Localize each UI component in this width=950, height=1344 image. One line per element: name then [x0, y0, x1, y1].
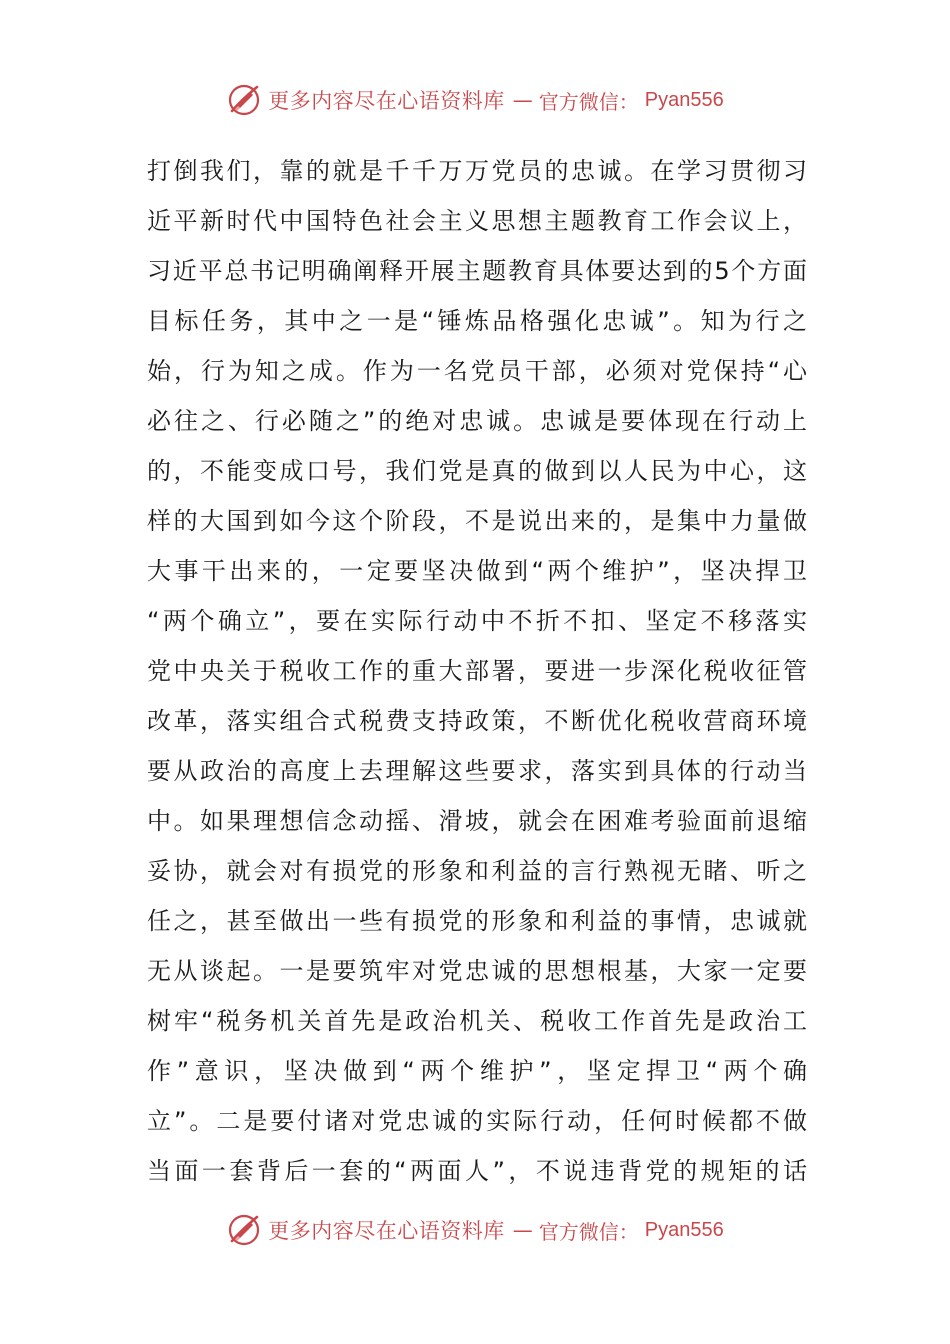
pen-circle-logo-icon	[226, 82, 262, 118]
text-line: “两个确立”，要在实际行动中不折不扣、坚定不移落实	[147, 607, 807, 635]
banner-wechat-id: Pyan556	[644, 88, 724, 111]
banner-separator: —	[512, 1218, 533, 1242]
text-line: 大事干出来的，一定要坚决做到“两个维护”，坚决捍卫	[147, 557, 807, 585]
header-banner	[0, 80, 950, 120]
pen-circle-logo-icon	[226, 1212, 262, 1248]
text-line: 无从谈起。一是要筑牢对党忠诚的思想根基，大家一定要	[147, 957, 807, 985]
text-line: 的，不能变成口号，我们党是真的做到以人民为中心，这	[147, 457, 807, 485]
text-line: 立”。二是要付诸对党忠诚的实际行动，任何时候都不做	[147, 1107, 807, 1135]
text-line: 打倒我们，靠的就是千千万万党员的忠诚。在学习贯彻习	[147, 157, 807, 185]
text-line: 习近平总书记明确阐释开展主题教育具体要达到的5个方面	[147, 257, 807, 285]
banner-slogan: 更多内容尽在心语资料库	[268, 89, 505, 113]
text-line: 作”意识，坚决做到“两个维护”，坚定捍卫“两个确	[147, 1057, 807, 1085]
text-line: 必往之、行必随之”的绝对忠诚。忠诚是要体现在行动上	[147, 407, 807, 435]
text-line: 树牢“税务机关首先是政治机关、税收工作首先是政治工	[147, 1007, 807, 1035]
text-line: 始，行为知之成。作为一名党员干部，必须对党保持“心	[147, 357, 807, 385]
banner-slogan: 更多内容尽在心语资料库	[268, 1219, 505, 1243]
text-line: 党中央关于税收工作的重大部署，要进一步深化税收征管	[147, 657, 807, 685]
banner-wechat-label: 官方微信：	[538, 1219, 639, 1244]
text-line: 要从政治的高度上去理解这些要求，落实到具体的行动当	[147, 757, 807, 785]
banner-separator: —	[512, 88, 533, 112]
text-line: 妥协，就会对有损党的形象和利益的言行熟视无睹、听之	[147, 857, 807, 885]
text-line: 任之，甚至做出一些有损党的形象和利益的事情，忠诚就	[147, 907, 807, 935]
banner-wechat-label: 官方微信：	[538, 89, 639, 114]
text-line: 当面一套背后一套的“两面人”，不说违背党的规矩的话	[147, 1157, 807, 1185]
banner-wechat-id: Pyan556	[644, 1218, 724, 1241]
text-line: 中。如果理想信念动摇、滑坡，就会在困难考验面前退缩	[147, 807, 807, 835]
text-line: 近平新时代中国特色社会主义思想主题教育工作会议上，	[147, 207, 807, 235]
footer-banner	[0, 1210, 950, 1250]
text-line: 改革，落实组合式税费支持政策，不断优化税收营商环境	[147, 707, 807, 735]
text-line: 目标任务，其中之一是“锤炼品格强化忠诚”。知为行之	[147, 307, 807, 335]
text-line: 样的大国到如今这个阶段，不是说出来的，是集中力量做	[147, 507, 807, 535]
body-paragraph	[147, 146, 807, 1196]
